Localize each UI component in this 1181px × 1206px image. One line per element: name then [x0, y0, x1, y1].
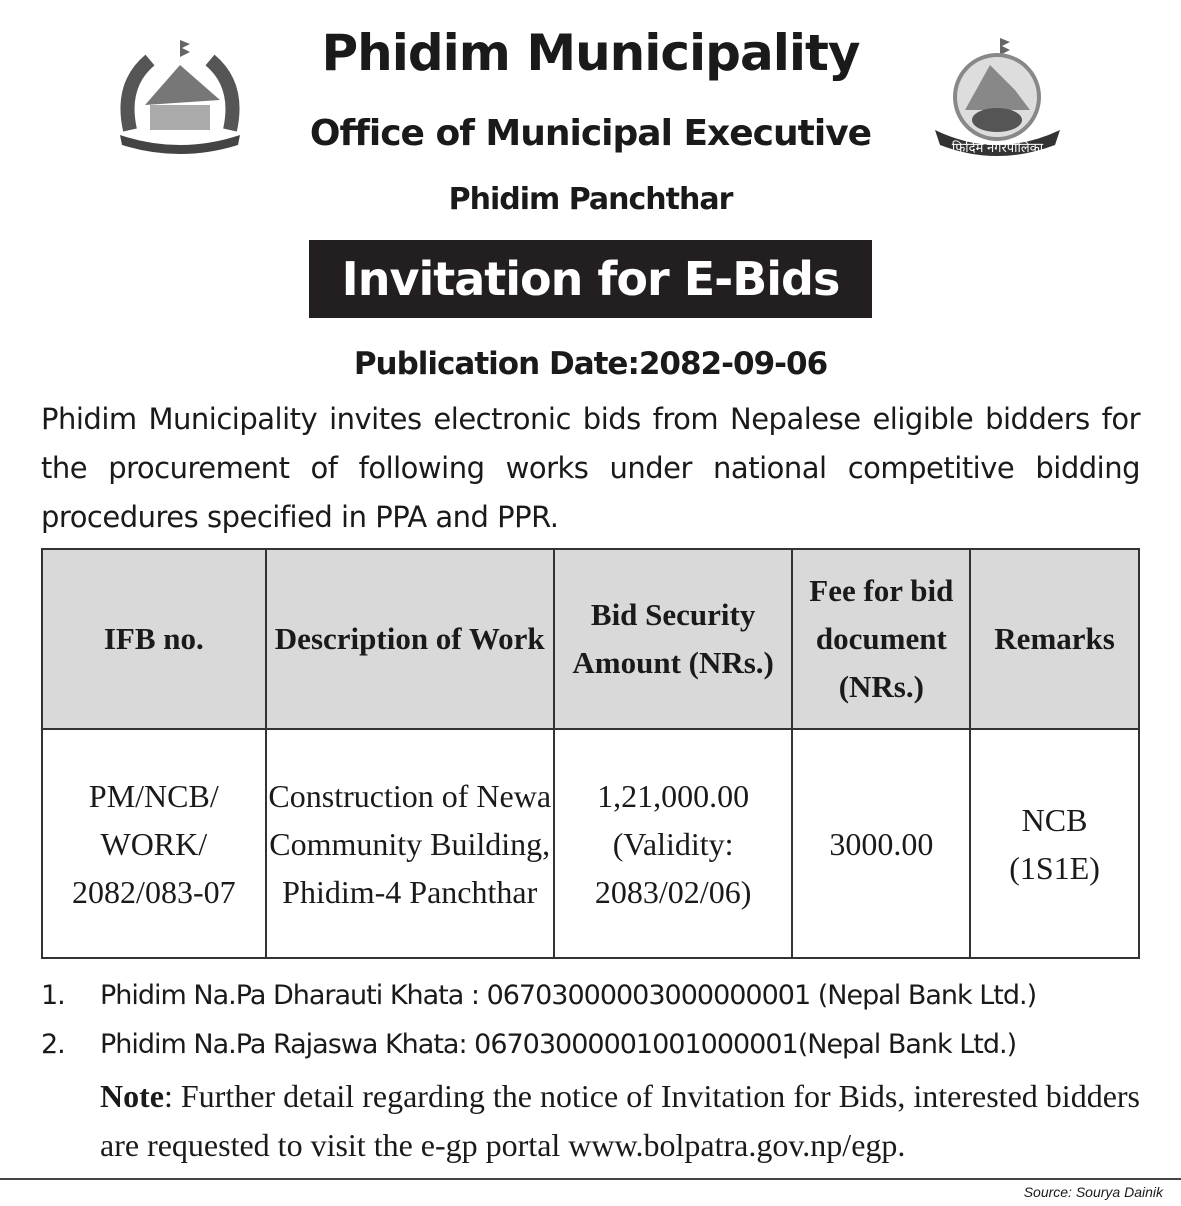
- cell-fee: 3000.00: [792, 729, 970, 958]
- bid-table: [41, 548, 1140, 959]
- cell-ifb: PM/NCB/ WORK/ 2082/083-07: [42, 729, 266, 958]
- header-ifb: IFB no.: [42, 549, 266, 729]
- header-bid-security: Bid Security Amount (NRs.): [554, 549, 793, 729]
- header-description: Description of Work: [266, 549, 554, 729]
- location-title: Phidim Panchthar: [448, 182, 733, 217]
- note-text: : Further detail regarding the notice of Invitation for Bids, interested bidders are requested to visit the e-gp portal www.bolpatra.gov.np/egp.: [100, 1078, 1140, 1163]
- list-number: 2.: [41, 1029, 65, 1060]
- header-fee: Fee for bid document (NRs.): [792, 549, 970, 729]
- list-number: 1.: [41, 980, 65, 1011]
- account-item: [41, 1029, 1016, 1060]
- source-credit: Source: Sourya Dainik: [1023, 1184, 1163, 1200]
- publication-date: Publication Date:2082-09-06: [353, 346, 828, 382]
- note-paragraph: [100, 1072, 1140, 1170]
- notice-banner: Invitation for E-Bids: [309, 240, 872, 318]
- account-text: Phidim Na.Pa Rajaswa Khata: 06703000001001000001(Nepal Bank Ltd.): [100, 1029, 1017, 1060]
- divider: [0, 1178, 1181, 1180]
- table-header-row: [42, 549, 1139, 729]
- municipality-title: Phidim Municipality: [321, 24, 860, 82]
- note-label: Note: [100, 1078, 164, 1114]
- cell-bid-security: 1,21,000.00 (Validity: 2083/02/06): [554, 729, 793, 958]
- cell-remarks: NCB (1S1E): [970, 729, 1139, 958]
- account-text: Phidim Na.Pa Dharauti Khata : 06703000003000000001 (Nepal Bank Ltd.): [100, 980, 1037, 1011]
- emblem-ribbon-text: फिदिम नगरपालिका: [951, 140, 1044, 155]
- intro-paragraph: Phidim Municipality invites electronic bids from Nepalese eligible bidders for the procurement of following works under national competitive bidding procedures specified in PPA and PPR.: [41, 402, 1140, 534]
- table-row: [42, 729, 1139, 958]
- account-item: [41, 980, 1036, 1011]
- cell-description: Construction of Newa Community Building, Phidim-4 Panchthar: [266, 729, 554, 958]
- header-remarks: Remarks: [970, 549, 1139, 729]
- office-title: Office of Municipal Executive: [309, 113, 872, 154]
